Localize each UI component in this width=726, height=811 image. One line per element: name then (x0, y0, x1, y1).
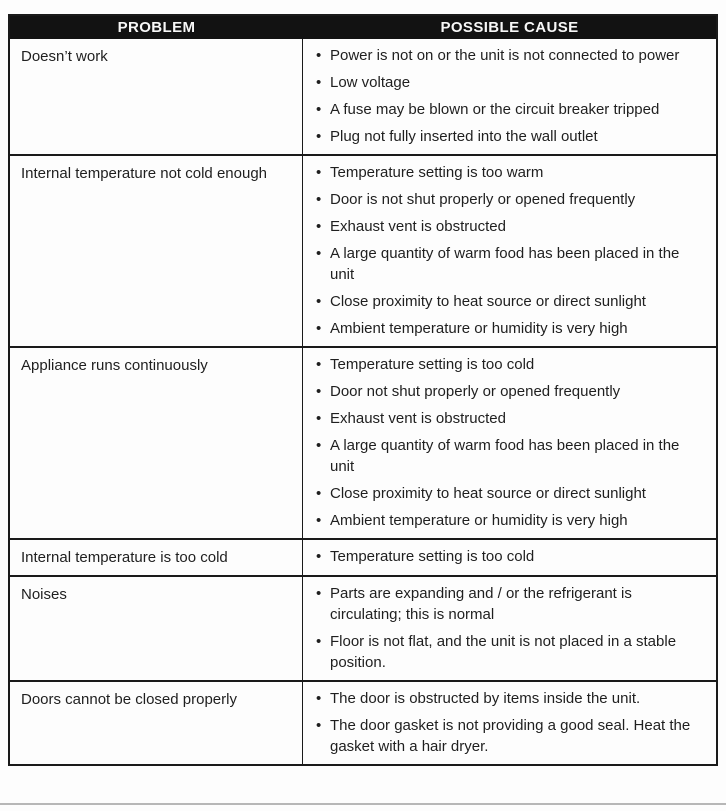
troubleshooting-table (8, 14, 718, 766)
table-row (10, 575, 716, 680)
cause-item: • The door is obstructed by items inside the unit. (315, 688, 704, 709)
problem-text: Internal temperature not cold enough (21, 165, 267, 182)
causes-cell (303, 540, 716, 575)
column-header-possible-cause: POSSIBLE CAUSE (440, 19, 579, 36)
column-header-problem: PROBLEM (117, 19, 196, 36)
problem-cell (10, 540, 303, 575)
problem-text: Appliance runs continuously (21, 357, 208, 374)
cause-list (315, 45, 704, 147)
cause-item: • The door gasket is not providing a good seal. Heat the gasket with a hair dryer. (315, 715, 704, 757)
cause-item: • Exhaust vent is obstructed (315, 216, 704, 237)
cause-item: • Close proximity to heat source or direct sunlight (315, 483, 704, 504)
cause-item: • A large quantity of warm food has been placed in the unit (315, 435, 704, 477)
problem-text: Noises (21, 586, 67, 603)
cause-item: • Close proximity to heat source or direct sunlight (315, 291, 704, 312)
table-header-row (10, 16, 716, 39)
page-footer-rule (0, 803, 726, 805)
cause-item: • Temperature setting is too cold (315, 354, 704, 375)
causes-cell (303, 39, 716, 154)
cause-list (315, 688, 704, 757)
causes-cell (303, 577, 716, 680)
problem-text: Doors cannot be closed properly (21, 691, 237, 708)
cause-item: • Floor is not flat, and the unit is not placed in a stable position. (315, 631, 704, 673)
cause-item: • Power is not on or the unit is not connected to power (315, 45, 704, 66)
cause-item: • A large quantity of warm food has been placed in the unit (315, 243, 704, 285)
table-row (10, 680, 716, 764)
cause-item: • Exhaust vent is obstructed (315, 408, 704, 429)
cause-item: • Temperature setting is too cold (315, 546, 704, 567)
table-row (10, 154, 716, 346)
causes-cell (303, 682, 716, 764)
cause-item: • Temperature setting is too warm (315, 162, 704, 183)
cause-item: • Low voltage (315, 72, 704, 93)
cause-item: • Door not shut properly or opened frequently (315, 381, 704, 402)
cause-list (315, 354, 704, 531)
table-body (10, 39, 716, 764)
cause-list (315, 546, 704, 567)
cause-list (315, 162, 704, 339)
cause-item: • Door is not shut properly or opened frequently (315, 189, 704, 210)
cause-list (315, 583, 704, 673)
causes-cell (303, 156, 716, 346)
problem-cell (10, 348, 303, 538)
problem-cell (10, 39, 303, 154)
cause-item: • Parts are expanding and / or the refrigerant is circulating; this is normal (315, 583, 704, 625)
cause-item: • Ambient temperature or humidity is very high (315, 510, 704, 531)
cause-item: • Ambient temperature or humidity is very high (315, 318, 704, 339)
problem-text: Internal temperature is too cold (21, 549, 228, 566)
table-row (10, 39, 716, 154)
problem-text: Doesn’t work (21, 48, 108, 65)
table-row (10, 538, 716, 575)
cause-item: • A fuse may be blown or the circuit breaker tripped (315, 99, 704, 120)
causes-cell (303, 348, 716, 538)
problem-cell (10, 156, 303, 346)
cause-item: • Plug not fully inserted into the wall outlet (315, 126, 704, 147)
problem-cell (10, 577, 303, 680)
problem-cell (10, 682, 303, 764)
table-row (10, 346, 716, 538)
